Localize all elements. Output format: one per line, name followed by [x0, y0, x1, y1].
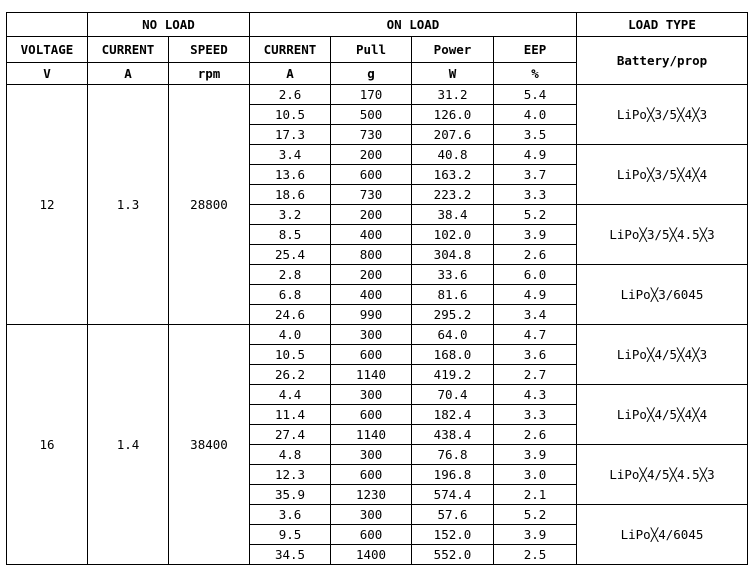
- eep-cell: 3.6: [494, 345, 577, 365]
- pull-cell: 600: [331, 345, 412, 365]
- pull-cell: 500: [331, 105, 412, 125]
- power-cell: 207.6: [412, 125, 494, 145]
- power-cell: 126.0: [412, 105, 494, 125]
- header-no-load: NO LOAD: [88, 13, 250, 37]
- no-load-current-cell: 1.3: [88, 85, 169, 325]
- power-cell: 182.4: [412, 405, 494, 425]
- power-cell: 70.4: [412, 385, 494, 405]
- header-on-load-current: CURRENT: [250, 37, 331, 63]
- on-load-current-cell: 8.5: [250, 225, 331, 245]
- header-blank: [7, 13, 88, 37]
- power-cell: 152.0: [412, 525, 494, 545]
- power-cell: 163.2: [412, 165, 494, 185]
- load-type-cell: LiPo╳3/5╳4╳3: [577, 85, 748, 145]
- pull-cell: 1230: [331, 485, 412, 505]
- pull-cell: 1140: [331, 425, 412, 445]
- pull-cell: 600: [331, 405, 412, 425]
- power-cell: 57.6: [412, 505, 494, 525]
- on-load-current-cell: 10.5: [250, 105, 331, 125]
- table-row: [7, 325, 748, 345]
- eep-cell: 3.7: [494, 165, 577, 185]
- pull-cell: 800: [331, 245, 412, 265]
- unit-volts: V: [7, 63, 88, 85]
- on-load-current-cell: 26.2: [250, 365, 331, 385]
- on-load-current-cell: 10.5: [250, 345, 331, 365]
- speed-cell: 28800: [169, 85, 250, 325]
- power-cell: 81.6: [412, 285, 494, 305]
- power-cell: 438.4: [412, 425, 494, 445]
- on-load-current-cell: 24.6: [250, 305, 331, 325]
- power-cell: 38.4: [412, 205, 494, 225]
- on-load-current-cell: 2.6: [250, 85, 331, 105]
- on-load-current-cell: 27.4: [250, 425, 331, 445]
- on-load-current-cell: 3.6: [250, 505, 331, 525]
- unit-amps: A: [88, 63, 169, 85]
- eep-cell: 4.3: [494, 385, 577, 405]
- load-type-cell: LiPo╳4/6045: [577, 505, 748, 565]
- power-cell: 40.8: [412, 145, 494, 165]
- on-load-current-cell: 25.4: [250, 245, 331, 265]
- on-load-current-cell: 3.2: [250, 205, 331, 225]
- pull-cell: 170: [331, 85, 412, 105]
- eep-cell: 3.3: [494, 405, 577, 425]
- no-load-current-cell: 1.4: [88, 325, 169, 565]
- pull-cell: 300: [331, 505, 412, 525]
- voltage-cell: 12: [7, 85, 88, 325]
- header-eep: EEP: [494, 37, 577, 63]
- eep-cell: 2.7: [494, 365, 577, 385]
- eep-cell: 3.9: [494, 445, 577, 465]
- on-load-current-cell: 9.5: [250, 525, 331, 545]
- power-cell: 33.6: [412, 265, 494, 285]
- eep-cell: 2.6: [494, 245, 577, 265]
- eep-cell: 4.9: [494, 145, 577, 165]
- power-cell: 196.8: [412, 465, 494, 485]
- power-cell: 64.0: [412, 325, 494, 345]
- load-type-cell: LiPo╳4/5╳4.5╳3: [577, 445, 748, 505]
- eep-cell: 2.1: [494, 485, 577, 505]
- pull-cell: 400: [331, 225, 412, 245]
- load-type-cell: LiPo╳4/5╳4╳4: [577, 385, 748, 445]
- load-type-cell: LiPo╳3/5╳4.5╳3: [577, 205, 748, 265]
- on-load-current-cell: 12.3: [250, 465, 331, 485]
- power-cell: 168.0: [412, 345, 494, 365]
- pull-cell: 300: [331, 325, 412, 345]
- pull-cell: 730: [331, 185, 412, 205]
- eep-cell: 3.5: [494, 125, 577, 145]
- pull-cell: 300: [331, 385, 412, 405]
- pull-cell: 600: [331, 525, 412, 545]
- power-cell: 552.0: [412, 545, 494, 565]
- unit-rpm: rpm: [169, 63, 250, 85]
- header-pull: Pull: [331, 37, 412, 63]
- pull-cell: 1400: [331, 545, 412, 565]
- eep-cell: 3.9: [494, 525, 577, 545]
- motor-test-table: [6, 12, 748, 565]
- unit-on-load-amps: A: [250, 63, 331, 85]
- header-load-type: LOAD TYPE: [577, 13, 748, 37]
- unit-watts: W: [412, 63, 494, 85]
- pull-cell: 1140: [331, 365, 412, 385]
- eep-cell: 2.5: [494, 545, 577, 565]
- power-cell: 223.2: [412, 185, 494, 205]
- on-load-current-cell: 13.6: [250, 165, 331, 185]
- pull-cell: 300: [331, 445, 412, 465]
- power-cell: 419.2: [412, 365, 494, 385]
- on-load-current-cell: 6.8: [250, 285, 331, 305]
- pull-cell: 990: [331, 305, 412, 325]
- speed-cell: 38400: [169, 325, 250, 565]
- on-load-current-cell: 35.9: [250, 485, 331, 505]
- table-body: [7, 85, 748, 565]
- header-battery-prop: Battery/prop: [577, 37, 748, 85]
- pull-cell: 600: [331, 165, 412, 185]
- on-load-current-cell: 4.4: [250, 385, 331, 405]
- eep-cell: 5.2: [494, 205, 577, 225]
- table-row: [7, 85, 748, 105]
- eep-cell: 4.9: [494, 285, 577, 305]
- on-load-current-cell: 17.3: [250, 125, 331, 145]
- unit-grams: g: [331, 63, 412, 85]
- voltage-cell: 16: [7, 325, 88, 565]
- pull-cell: 600: [331, 465, 412, 485]
- pull-cell: 730: [331, 125, 412, 145]
- eep-cell: 3.3: [494, 185, 577, 205]
- header-no-load-current: CURRENT: [88, 37, 169, 63]
- eep-cell: 3.0: [494, 465, 577, 485]
- power-cell: 295.2: [412, 305, 494, 325]
- on-load-current-cell: 2.8: [250, 265, 331, 285]
- unit-percent: %: [494, 63, 577, 85]
- pull-cell: 200: [331, 205, 412, 225]
- pull-cell: 200: [331, 145, 412, 165]
- on-load-current-cell: 18.6: [250, 185, 331, 205]
- power-cell: 574.4: [412, 485, 494, 505]
- eep-cell: 5.4: [494, 85, 577, 105]
- eep-cell: 3.9: [494, 225, 577, 245]
- header-on-load: ON LOAD: [250, 13, 577, 37]
- power-cell: 31.2: [412, 85, 494, 105]
- pull-cell: 200: [331, 265, 412, 285]
- eep-cell: 5.2: [494, 505, 577, 525]
- header-power: Power: [412, 37, 494, 63]
- on-load-current-cell: 11.4: [250, 405, 331, 425]
- eep-cell: 4.0: [494, 105, 577, 125]
- load-type-cell: LiPo╳3/6045: [577, 265, 748, 325]
- eep-cell: 2.6: [494, 425, 577, 445]
- header-voltage: VOLTAGE: [7, 37, 88, 63]
- power-cell: 304.8: [412, 245, 494, 265]
- on-load-current-cell: 3.4: [250, 145, 331, 165]
- on-load-current-cell: 34.5: [250, 545, 331, 565]
- header-speed: SPEED: [169, 37, 250, 63]
- eep-cell: 6.0: [494, 265, 577, 285]
- eep-cell: 3.4: [494, 305, 577, 325]
- on-load-current-cell: 4.8: [250, 445, 331, 465]
- pull-cell: 400: [331, 285, 412, 305]
- on-load-current-cell: 4.0: [250, 325, 331, 345]
- load-type-cell: LiPo╳4/5╳4╳3: [577, 325, 748, 385]
- power-cell: 102.0: [412, 225, 494, 245]
- eep-cell: 4.7: [494, 325, 577, 345]
- load-type-cell: LiPo╳3/5╳4╳4: [577, 145, 748, 205]
- power-cell: 76.8: [412, 445, 494, 465]
